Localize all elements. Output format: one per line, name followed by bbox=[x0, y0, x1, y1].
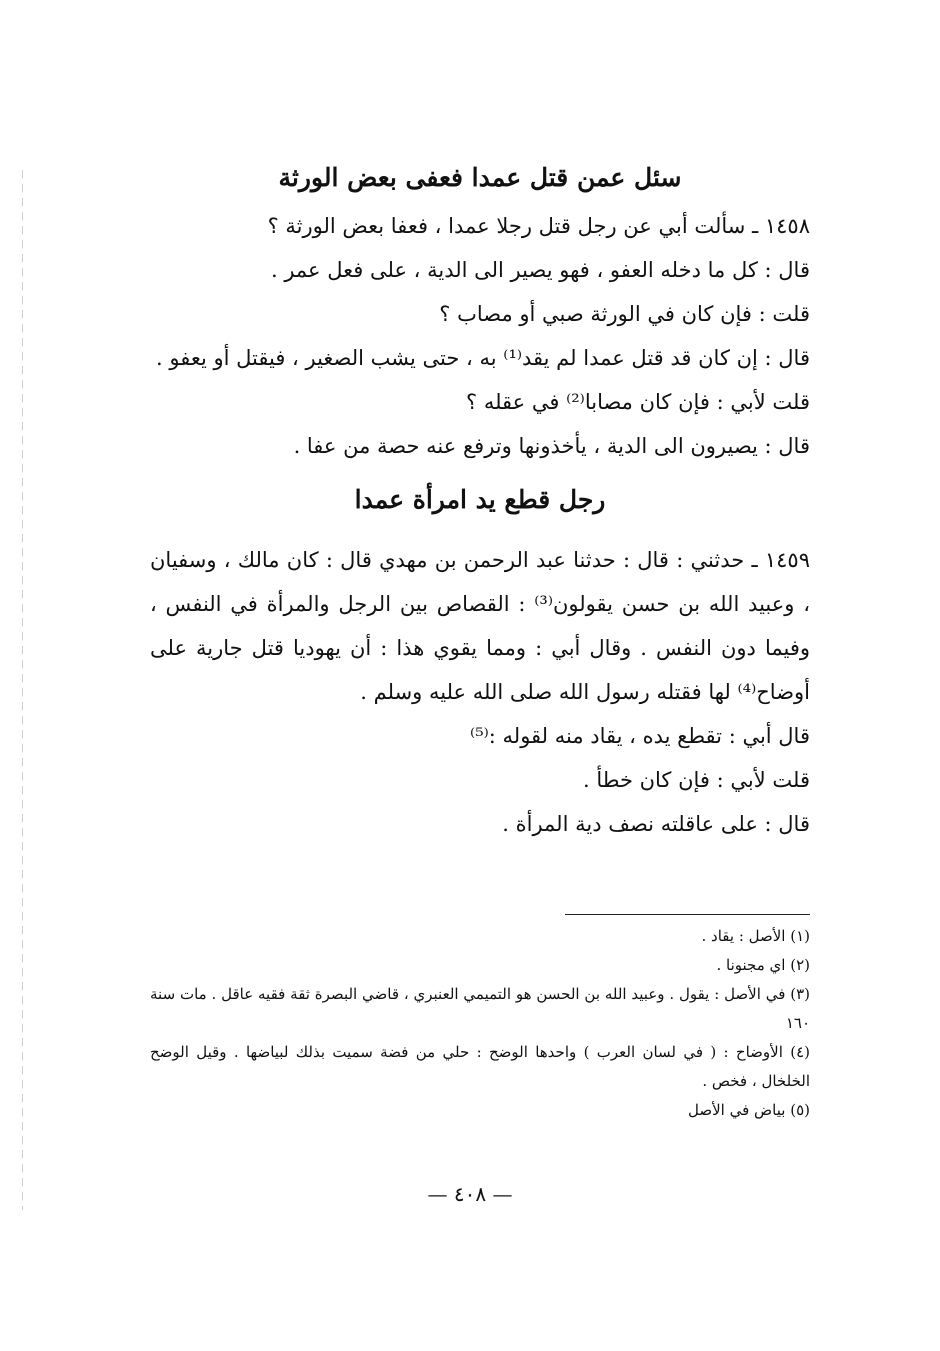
section-heading-1: سئل عمن قتل عمدا فعفى بعض الورثة bbox=[278, 163, 682, 192]
paragraph-1459-answer-2: قال : على عاقلته نصف دية المرأة . bbox=[502, 812, 810, 836]
paragraph-1458-answer-3: قال : يصيرون الى الدية ، يأخذونها وترفع عنه حصة من عفا . bbox=[293, 434, 810, 458]
page-number: — ٤٠٨ — bbox=[427, 1182, 513, 1206]
paragraph-1458-question-3: قلت لأبي : فإن كان مصابا⁽²⁾ في عقله ؟ bbox=[466, 390, 810, 414]
main-text bbox=[150, 150, 810, 846]
section-heading-2: رجل قطع يد امرأة عمدا bbox=[354, 485, 606, 514]
footnote-2: (٢) اي مجنونا . bbox=[716, 956, 810, 974]
footnote-4: (٤) الأوضاح : ( في لسان العرب ) واحدها الوضح : حلي من فضة سميت بذلك لبياضها . وقيل الوضح الخلخال ، فخص . bbox=[150, 1043, 810, 1090]
footnote-3: (٣) في الأصل : يقول . وعبيد الله بن الحسن هو التميمي العنبري ، قاضي البصرة ثقة فقيه عاقل . مات سنة ١٦٠ bbox=[150, 985, 810, 1032]
paragraph-1459-answer-1: قال أبي : تقطع يده ، يقاد منه لقوله :⁽⁵⁾ bbox=[470, 724, 810, 748]
footnote-5: (٥) بياض في الأصل bbox=[688, 1101, 810, 1119]
footnote-1: (١) الأصل : يقاد . bbox=[701, 927, 810, 945]
paragraph-1458-question-2: قلت : فإن كان في الورثة صبي أو مصاب ؟ bbox=[439, 302, 810, 326]
footnotes bbox=[150, 922, 810, 1125]
scan-margin-line bbox=[22, 170, 23, 1210]
paragraph-1459-question: قلت لأبي : فإن كان خطأ . bbox=[582, 768, 810, 792]
paragraph-1459-narration: ١٤٥٩ ـ حدثني : قال : حدثنا عبد الرحمن بن مهدي قال : كان مالك ، وسفيان ، وعبيد الله بن حسن يقولون⁽³⁾ : القصاص بين الرجل والمرأة في النفس ، وفيما دون النفس . وقال أبي : ومما يقوي هذا : أن يهوديا قتل جارية على أوضاح⁽⁴⁾ لها فقتله رسول الله صلى الله عليه وسلم . bbox=[150, 548, 810, 704]
paragraph-1458-answer-2: قال : إن كان قد قتل عمدا لم يقد⁽¹⁾ به ، حتى يشب الصغير ، فيقتل أو يعفو . bbox=[156, 346, 810, 370]
paragraph-1458-answer-1: قال : كل ما دخله العفو ، فهو يصير الى الدية ، على فعل عمر . bbox=[270, 258, 810, 282]
footnote-separator bbox=[565, 914, 810, 915]
paragraph-1458-question: ١٤٥٨ ـ سألت أبي عن رجل قتل رجلا عمدا ، فعفا بعض الورثة ؟ bbox=[267, 214, 810, 238]
